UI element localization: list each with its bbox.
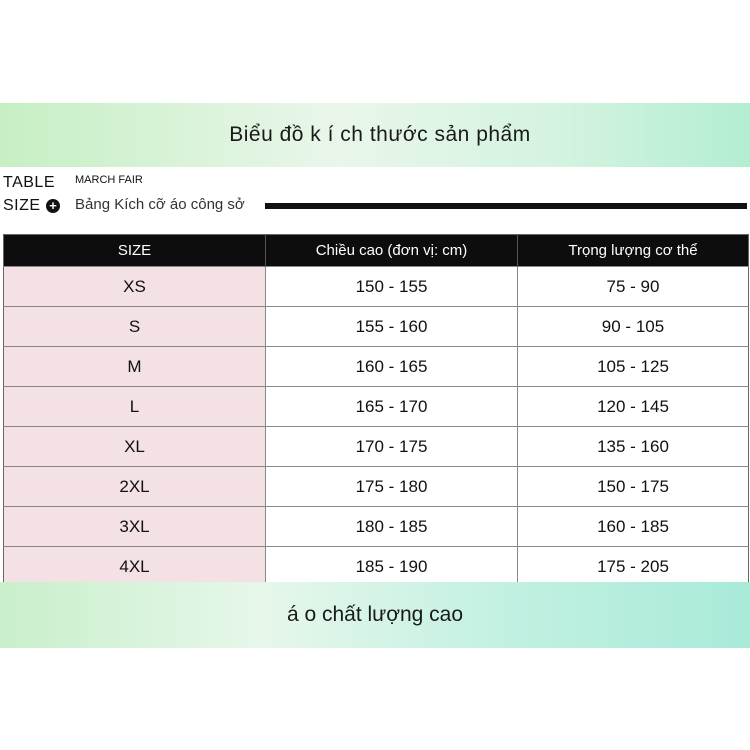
banner-caption: á o chất lượng cao bbox=[286, 603, 464, 626]
height-cell: 185 - 190 bbox=[266, 547, 518, 587]
weight-cell: 75 - 90 bbox=[518, 267, 749, 307]
height-cell: 165 - 170 bbox=[266, 387, 518, 427]
table-word: TABLE bbox=[3, 174, 55, 191]
weight-cell: 175 - 205 bbox=[518, 547, 749, 587]
size-cell: S bbox=[4, 307, 266, 347]
size-cell: 4XL bbox=[4, 547, 266, 587]
height-cell: 180 - 185 bbox=[266, 507, 518, 547]
size-cell: 2XL bbox=[4, 467, 266, 507]
table-row bbox=[4, 507, 749, 547]
table-header-row bbox=[4, 235, 749, 267]
table-header-block bbox=[0, 170, 750, 220]
banner-title: Biểu đồ k í ch thước sản phẩm bbox=[229, 123, 531, 146]
height-cell: 160 - 165 bbox=[266, 347, 518, 387]
weight-cell: 150 - 175 bbox=[518, 467, 749, 507]
divider-bar bbox=[265, 203, 747, 209]
table-row bbox=[4, 467, 749, 507]
size-chart-table bbox=[3, 234, 749, 587]
table-row bbox=[4, 307, 749, 347]
size-cell: 3XL bbox=[4, 507, 266, 547]
column-header-height: Chiều cao (đơn vị: cm) bbox=[266, 235, 518, 267]
weight-cell: 135 - 160 bbox=[518, 427, 749, 467]
weight-cell: 160 - 185 bbox=[518, 507, 749, 547]
bottom-banner bbox=[0, 582, 750, 648]
top-banner bbox=[0, 103, 750, 167]
table-row bbox=[4, 347, 749, 387]
size-cell: XS bbox=[4, 267, 266, 307]
weight-cell: 90 - 105 bbox=[518, 307, 749, 347]
size-cell: L bbox=[4, 387, 266, 427]
size-cell: XL bbox=[4, 427, 266, 467]
height-cell: 150 - 155 bbox=[266, 267, 518, 307]
height-cell: 170 - 175 bbox=[266, 427, 518, 467]
size-word: SIZE bbox=[3, 197, 41, 214]
table-row bbox=[4, 427, 749, 467]
plus-circle-icon: + bbox=[46, 199, 60, 213]
column-header-size: SIZE bbox=[4, 235, 266, 267]
table-row bbox=[4, 267, 749, 307]
table-subtitle: Bảng Kích cỡ áo công sở bbox=[75, 196, 245, 213]
column-header-weight: Trọng lượng cơ thể bbox=[518, 235, 749, 267]
brand-label: MARCH FAIR bbox=[75, 174, 143, 186]
weight-cell: 120 - 145 bbox=[518, 387, 749, 427]
table-row bbox=[4, 387, 749, 427]
size-cell: M bbox=[4, 347, 266, 387]
table-row bbox=[4, 547, 749, 587]
height-cell: 155 - 160 bbox=[266, 307, 518, 347]
height-cell: 175 - 180 bbox=[266, 467, 518, 507]
weight-cell: 105 - 125 bbox=[518, 347, 749, 387]
